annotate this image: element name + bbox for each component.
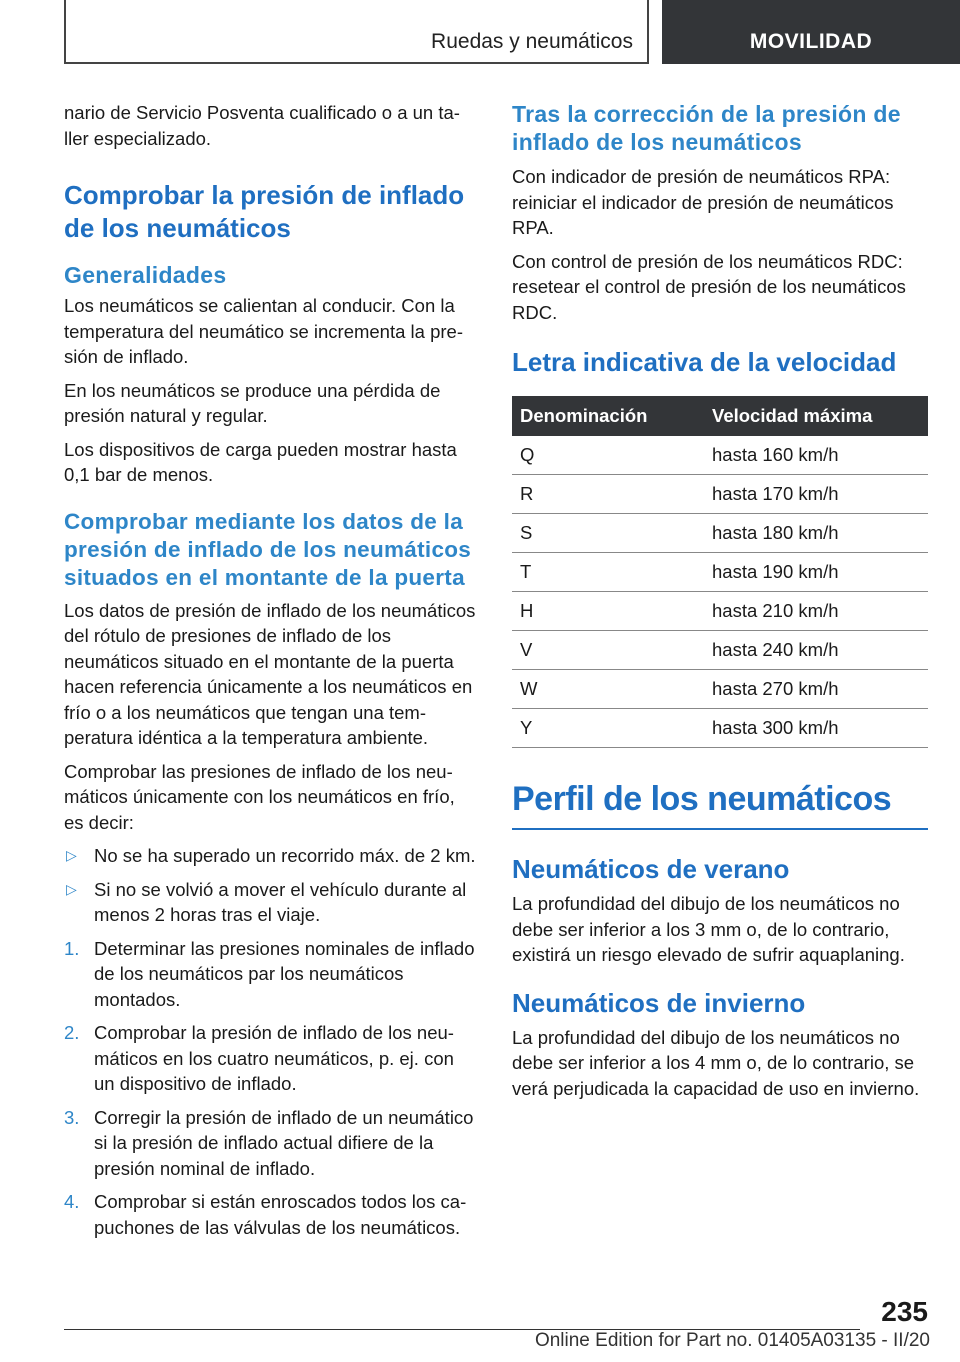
heading-general: Generalidades (64, 262, 227, 288)
table-row (512, 436, 928, 475)
table-cell: hasta 180 km/h (704, 514, 928, 553)
table-cell: H (512, 592, 704, 631)
heading-check-pressure: Comprobar la presión de inflado de los neumáticos (64, 180, 465, 243)
table-cell: hasta 240 km/h (704, 631, 928, 670)
general-paragraph-2: En los neumáticos se produce una pérdida de presión natural y regular. (64, 379, 441, 426)
general-paragraph-3: Los dispositivos de carga pueden mostrar hasta 0,1 bar de menos. (64, 438, 457, 485)
step-number: 1. (64, 937, 80, 959)
table-row (512, 592, 928, 631)
step-number: 4. (64, 1191, 80, 1212)
table-row (512, 553, 928, 592)
heading-speed-letter: Letra indicativa de la velocidad (512, 347, 897, 377)
step-text: Determinar las presiones nominales de inflado de los neumáticos par los neumáticos montados. (94, 937, 475, 1010)
general-paragraph-1: Los neumáticos se calientan al conducir. Con la temperatura del neumático se incrementa la presión de inflado. (64, 295, 463, 367)
table-cell: hasta 170 km/h (704, 475, 928, 514)
intro-paragraph: nario de Servicio Posventa cualificado o a un taller especializado. (64, 102, 460, 149)
column-header-max-speed: Velocidad máxima (704, 396, 928, 436)
left-column (64, 100, 478, 1248)
list-item-text: Si no se volvió a mover el vehículo durante al menos 2 horas tras el viaje. (94, 878, 467, 925)
page-number: 235 (881, 1296, 928, 1327)
table-cell: W (512, 670, 704, 709)
list-item (64, 877, 478, 928)
header-section-box (64, 0, 649, 64)
header-chapter-tab (662, 0, 960, 64)
table-cell: Y (512, 709, 704, 748)
step-item (64, 936, 478, 1013)
step-number: 3. (64, 1106, 80, 1128)
table-row (512, 631, 928, 670)
winter-paragraph: La profundidad del dibujo de los neumáticos no debe ser inferior a los 4 mm o, de lo contrario, se verá perjudicada la capacidad de uso en invierno. (512, 1026, 920, 1099)
header-section-title: Ruedas y neumáticos (431, 30, 633, 53)
speed-rating-table (512, 396, 928, 748)
door-paragraph-1: Los datos de presión de inflado de los neumáticos del rótulo de presiones de inflado de los neumáticos situado en el montante de la puerta hacen referencia únicamente a los neumáticos en frío o a los neumáticos que tengan una temperatura idéntica a la temperatura ambiente. (64, 599, 476, 748)
heading-underline-divider (512, 828, 928, 830)
cold-tire-conditions-list (64, 843, 478, 928)
check-steps-list (64, 936, 478, 1241)
table-row (512, 709, 928, 748)
table-cell: hasta 190 km/h (704, 553, 928, 592)
step-item (64, 1020, 478, 1097)
triangle-bullet-icon: ▷ (66, 847, 77, 863)
table-header-row (512, 396, 928, 436)
table-row (512, 475, 928, 514)
table-cell: hasta 270 km/h (704, 670, 928, 709)
footer-edition-line (535, 1330, 930, 1352)
heading-summer-tires: Neumáticos de verano (512, 854, 790, 884)
column-header-designation: Denominación (512, 396, 704, 436)
heading-after-correction: Tras la corrección de la presión de inflado de los neumáticos (512, 101, 901, 155)
table-row (512, 670, 928, 709)
list-item (64, 843, 478, 869)
table-cell: T (512, 553, 704, 592)
heading-winter-tires: Neumáticos de invierno (512, 987, 806, 1018)
table-cell: hasta 300 km/h (704, 709, 928, 748)
table-row (512, 514, 928, 553)
door-paragraph-2: Comprobar las presiones de inflado de los neumáticos únicamente con los neumáticos en frío, es decir: (64, 760, 455, 833)
right-column (512, 100, 928, 1109)
step-number: 2. (64, 1022, 80, 1043)
table-cell: hasta 160 km/h (704, 436, 928, 475)
table-cell: R (512, 475, 704, 514)
table-cell: S (512, 514, 704, 553)
step-item (64, 1105, 478, 1182)
step-item (64, 1189, 478, 1240)
after-paragraph-1: Con indicador de presión de neumáticos RPA: reiniciar el indicador de presión de neumáticos RPA. (512, 166, 894, 238)
footer-edition: Online Edition for Part no. 01405A03135 - II/20 (534, 1330, 930, 1351)
heading-door-pillar: Comprobar mediante los datos de la presión de inflado de los neumáticos situados en el montante de la puerta (64, 508, 472, 590)
list-item-text: No se ha superado un recorrido máx. de 2 km. (94, 845, 476, 866)
summer-paragraph: La profundidad del dibujo de los neumáticos no debe ser inferior a los 3 mm o, de lo contrario, existirá un riesgo elevado de sufrir aquaplaning. (512, 893, 905, 965)
table-cell: V (512, 631, 704, 670)
step-text: Comprobar la presión de inflado de los neumáticos en los cuatro neumáticos, p. ej. con un dispositivo de inflado. (94, 1022, 454, 1094)
table-cell: hasta 210 km/h (704, 592, 928, 631)
header-chapter-title: MOVILIDAD (749, 30, 873, 53)
step-text: Comprobar si están enroscados todos los capuchones de las válvulas de los neumáticos. (94, 1191, 467, 1238)
step-text: Corregir la presión de inflado de un neumático si la presión de inflado actual difiere de la presión nominal de inflado. (94, 1106, 474, 1179)
after-paragraph-2: Con control de presión de los neumáticos RDC: resetear el control de presión de los neumáticos RDC. (512, 250, 906, 323)
triangle-bullet-icon: ▷ (66, 880, 77, 897)
heading-tire-profile: Perfil de los neumáticos (512, 780, 892, 818)
table-cell: Q (512, 436, 704, 475)
